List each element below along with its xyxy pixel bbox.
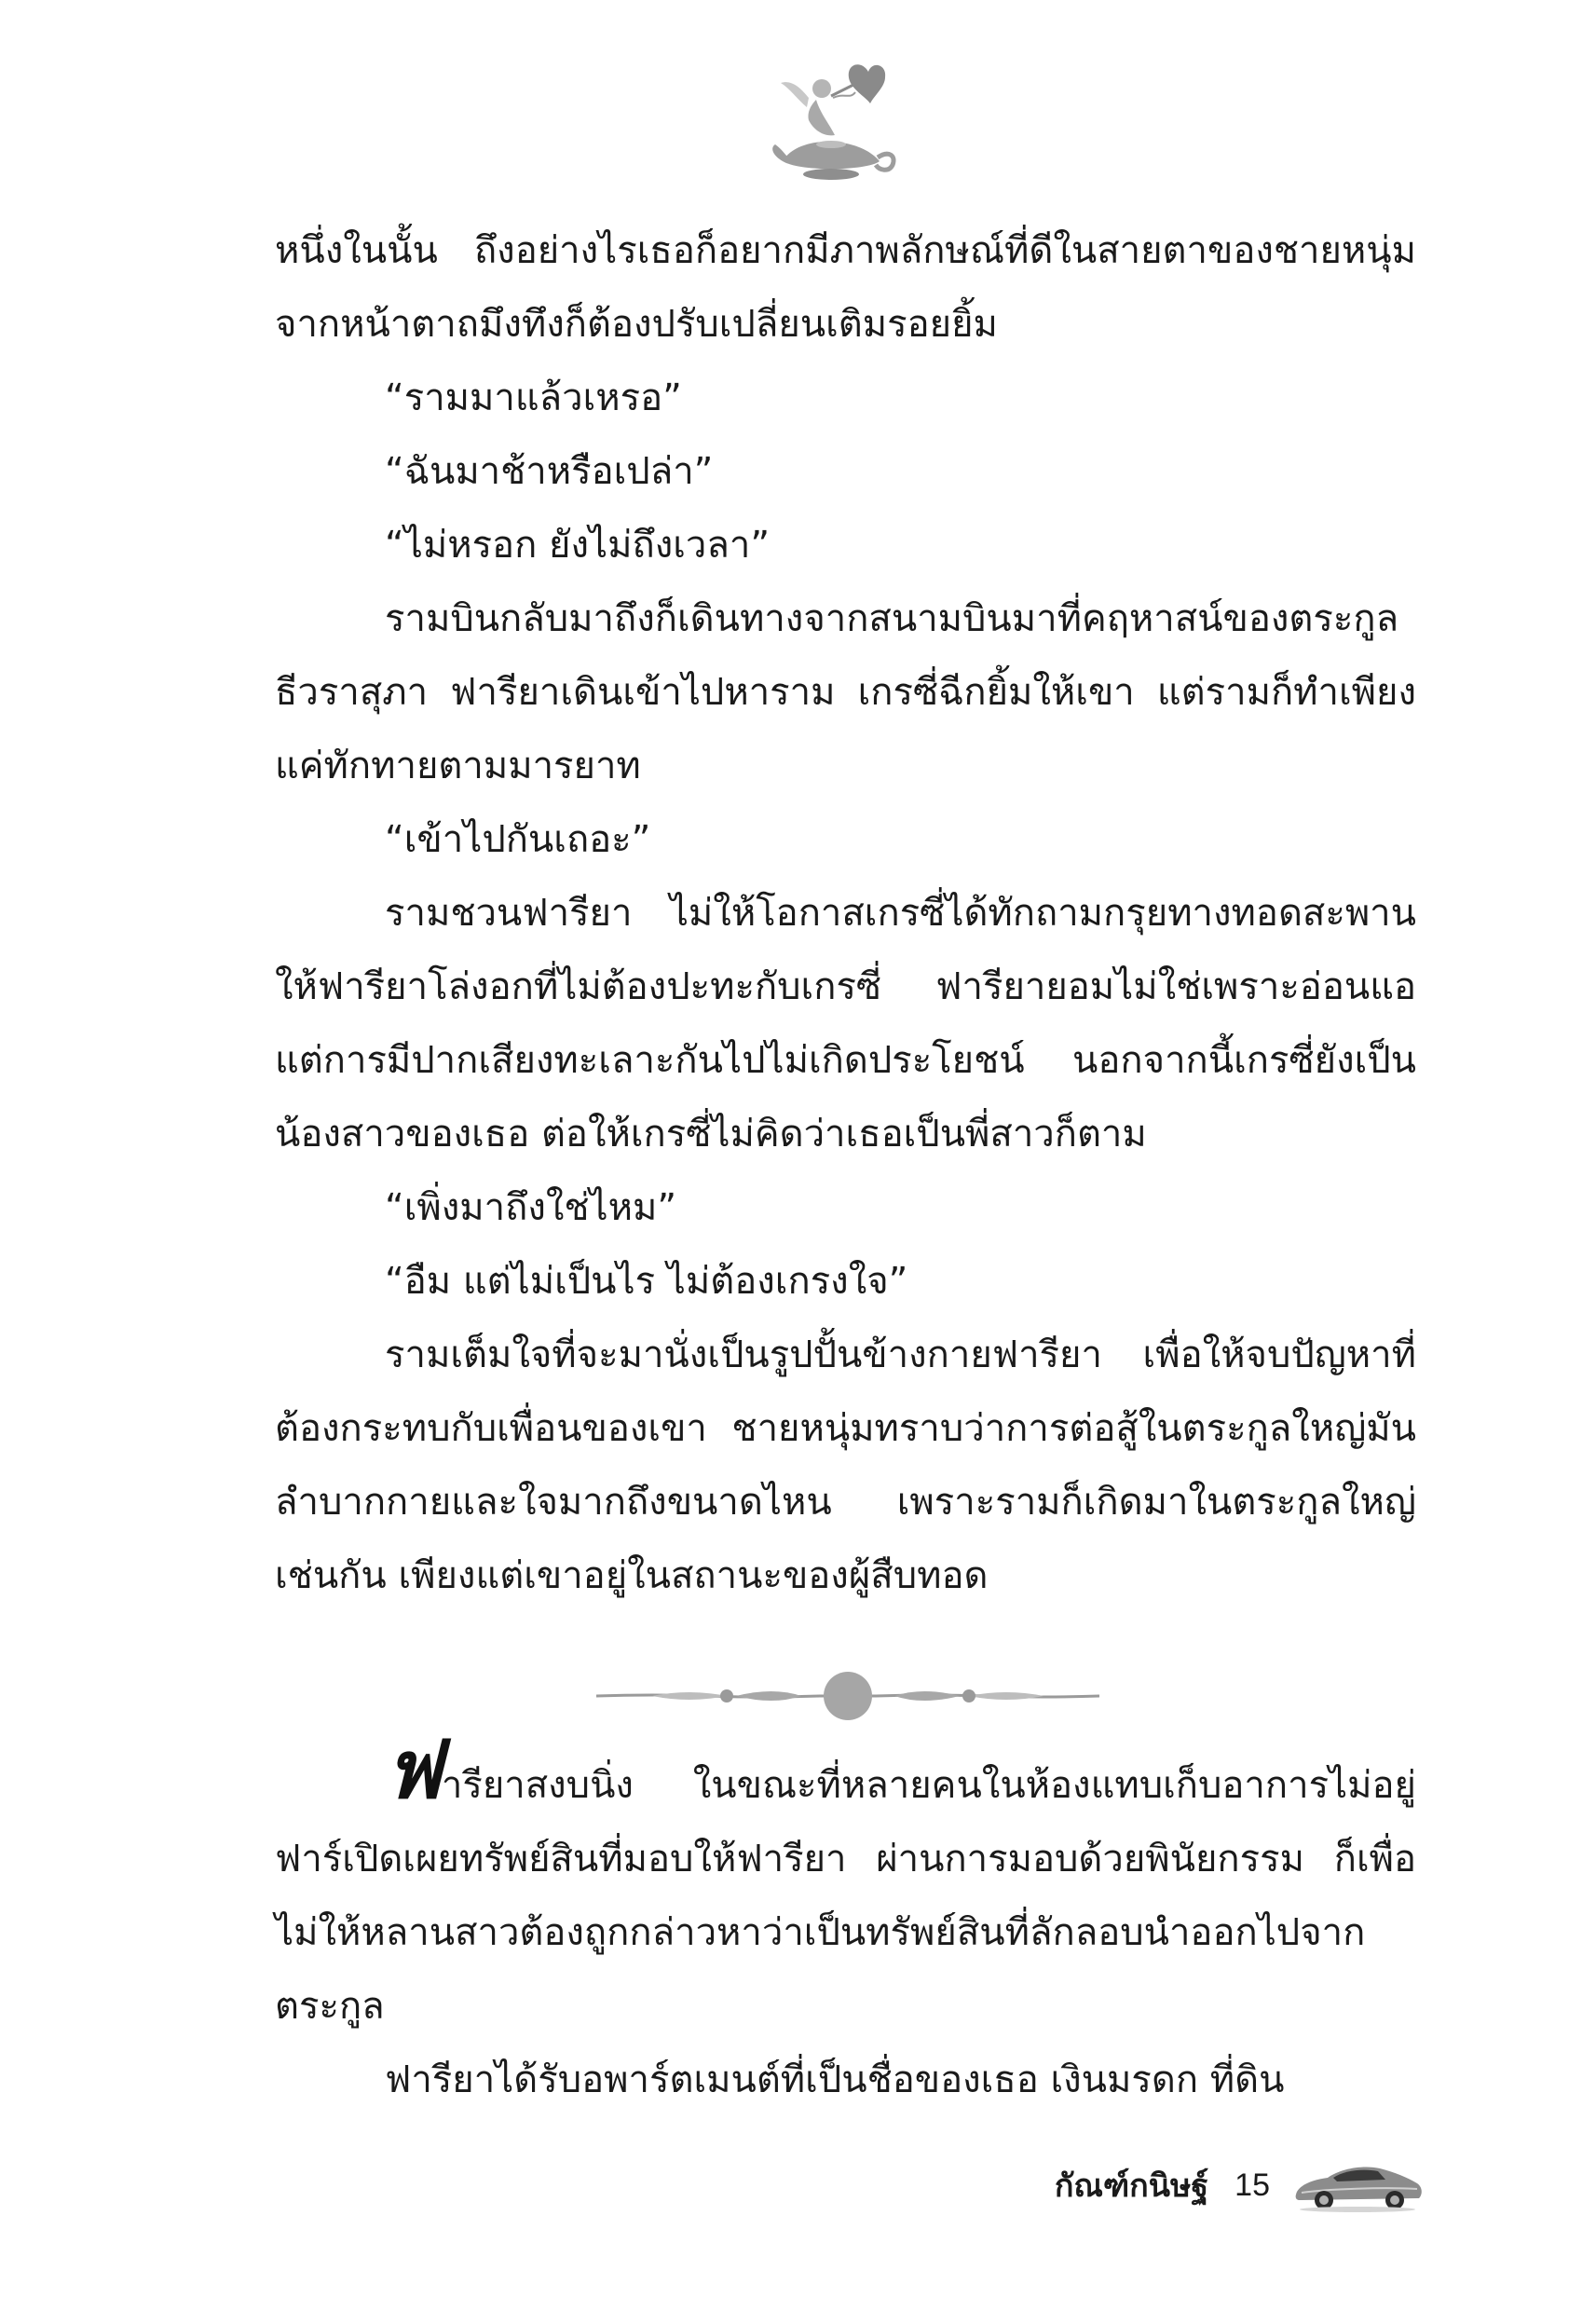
paragraph bbox=[275, 1723, 1416, 2044]
dialogue-line: “อืม แต่ไม่เป็นไร ไม่ต้องเกรงใจ” bbox=[385, 1260, 908, 1303]
cupid-lamp-icon bbox=[764, 51, 904, 191]
page-number: 15 bbox=[1235, 2167, 1270, 2203]
paragraph: รามเต็มใจที่จะมานั่งเป็นรูปปั้นข้างกายฟารียา เพื่อให้จบปัญหาที่ต้องกระทบกับเพื่อนของเขา ชายหนุ่มทราบว่าการต่อสู้ในตระกูลใหญ่มันลำบากกายและใจมากถึงขนาดไหน เพราะรามก็เกิดมาในตระกูลใหญ่เช่นกัน เพียงแต่เขาอยู่ในสถานะของผู้สืบทอด bbox=[275, 1333, 1416, 1597]
dialogue-line: “เพิ่งมาถึงใช่ไหม” bbox=[385, 1186, 677, 1229]
drop-cap: ฟ bbox=[385, 1723, 442, 1817]
body-text-lower bbox=[275, 1723, 1416, 2117]
ornament-divider bbox=[596, 1668, 1099, 1724]
book-title: กัณฑ์กนิษฐ์ bbox=[1054, 2167, 1209, 2205]
paragraph: ฟารียาได้รับอพาร์ตเมนต์ที่เป็นชื่อของเธอ เงินมรดก ที่ดิน bbox=[385, 2058, 1285, 2101]
paragraph: รามบินกลับมาถึงก็เดินทางจากสนามบินมาที่คฤหาสน์ของตระกูลธีวราสุภา ฟารียาเดินเข้าไปหาราม เกรซี่ฉีกยิ้มให้เขา แต่รามก็ทำเพียงแค่ทักทายตามมารยาท bbox=[275, 597, 1416, 787]
dialogue-line: “รามมาแล้วเหรอ” bbox=[385, 376, 682, 419]
dialogue-line: “ฉันมาช้าหรือเปล่า” bbox=[385, 450, 714, 493]
body-text-upper bbox=[275, 214, 1416, 1613]
paragraph: หนึ่งในนั้น ถึงอย่างไรเธอก็อยากมีภาพลักษณ์ที่ดีในสายตาของชายหนุ่ม จากหน้าตาถมึงทึงก็ต้องปรับเปลี่ยนเติมรอยยิ้ม bbox=[275, 229, 1416, 346]
paragraph-text: ารียาสงบนิ่ง ในขณะที่หลายคนในห้องแทบเก็บอาการไม่อยู่ ฟาร์เปิดเผยทรัพย์สินที่มอบให้ฟารียา ผ่านการมอบด้วยพินัยกรรม ก็เพื่อไม่ให้หลานสาวต้องถูกกล่าวหาว่าเป็นทรัพย์สินที่ลักลอบนำออกไปจากตระกูล bbox=[275, 1764, 1416, 2028]
dialogue-line: “ไม่หรอก ยังไม่ถึงเวลา” bbox=[385, 524, 771, 567]
car-icon bbox=[1290, 2157, 1425, 2213]
page-footer bbox=[1025, 2143, 1425, 2227]
dialogue-line: “เข้าไปกันเถอะ” bbox=[385, 818, 651, 861]
paragraph: รามชวนฟารียา ไม่ให้โอกาสเกรซี่ได้ทักถามกรุยทางทอดสะพานให้ฟารียาโล่งอกที่ไม่ต้องปะทะกับเกรซี่ ฟารียายอมไม่ใช่เพราะอ่อนแอ แต่การมีปากเสียงทะเลาะกันไปไม่เกิดประโยชน์ นอกจากนี้เกรซี่ยังเป็นน้องสาวของเธอ ต่อให้เกรซี่ไม่คิดว่าเธอเป็นพี่สาวก็ตาม bbox=[275, 892, 1416, 1156]
